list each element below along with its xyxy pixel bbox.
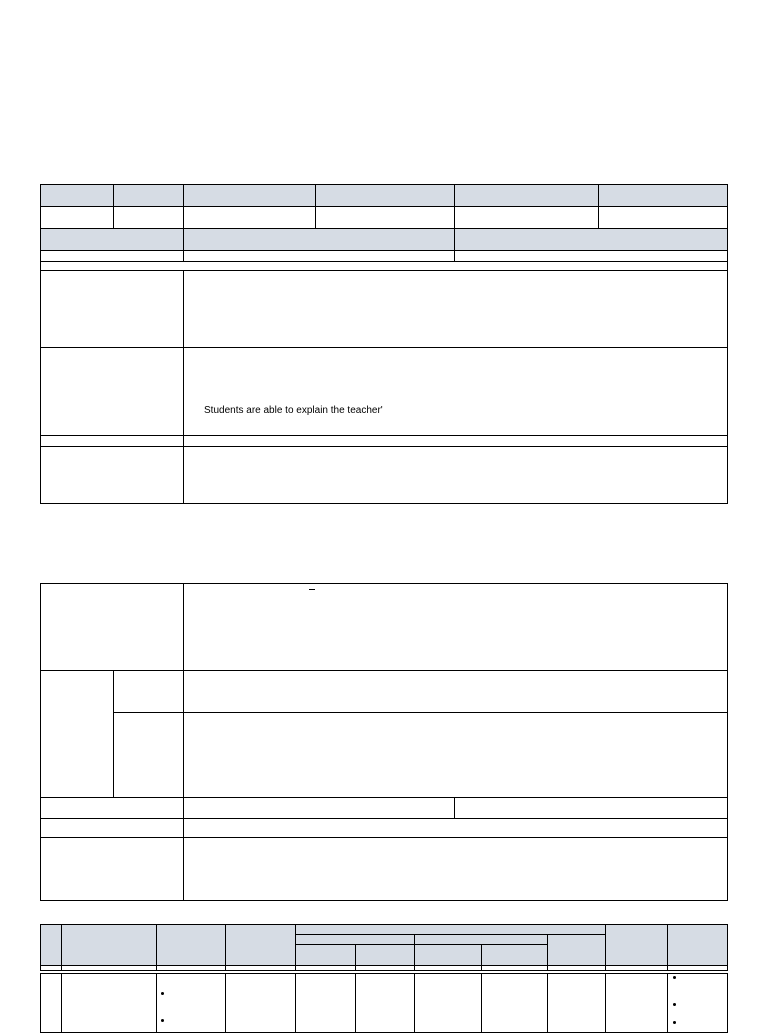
body-cell	[225, 973, 296, 1033]
bullet-dot-icon	[673, 976, 676, 979]
row-content-cell	[183, 670, 728, 713]
header-cell	[315, 184, 455, 207]
header-cell	[605, 924, 668, 966]
body-cell	[355, 973, 415, 1033]
thin-cell	[355, 965, 415, 971]
header-cell	[225, 924, 296, 966]
header-cell	[454, 184, 599, 207]
header-cell	[113, 184, 184, 207]
body-cell	[61, 973, 157, 1033]
header-cell	[598, 184, 728, 207]
row-label-cell	[40, 347, 184, 436]
row-label-cell	[40, 270, 184, 348]
row-label-cell	[40, 583, 184, 671]
value-cell	[454, 206, 599, 229]
header-cell	[355, 944, 415, 966]
thin-cell	[40, 965, 62, 971]
row-content-cell	[183, 583, 728, 671]
dash-mark	[309, 589, 315, 590]
row-content-cell	[183, 818, 728, 838]
header-cell	[183, 184, 316, 207]
body-cell	[156, 973, 226, 1033]
header-cell	[454, 228, 728, 251]
bullet-dot-icon	[161, 992, 164, 995]
header-cell	[414, 944, 482, 966]
header-cell	[40, 228, 184, 251]
header-cell	[481, 944, 548, 966]
thin-cell	[295, 965, 356, 971]
body-cell	[295, 973, 356, 1033]
header-cell	[40, 184, 114, 207]
value-cell	[40, 206, 114, 229]
body-cell	[605, 973, 668, 1033]
header-cell	[156, 924, 226, 966]
row-content-cell	[454, 797, 728, 819]
row-content-cell	[183, 837, 728, 901]
header-cell	[183, 228, 455, 251]
objective-cell	[183, 347, 728, 436]
row-content-cell	[183, 446, 728, 504]
header-cell	[40, 924, 62, 966]
thin-cell	[547, 965, 606, 971]
row-content-cell	[183, 270, 728, 348]
thin-cell	[225, 965, 296, 971]
thin-cell	[667, 965, 728, 971]
body-cell	[40, 973, 62, 1033]
sub-label-cell	[113, 712, 184, 798]
row-content-cell	[183, 712, 728, 798]
row-label-cell	[40, 797, 184, 819]
row-label-cell	[40, 837, 184, 901]
header-cell	[295, 944, 356, 966]
thin-cell	[481, 965, 548, 971]
thin-cell	[605, 965, 668, 971]
objective-text: Students are able to explain the teacher'	[204, 405, 383, 416]
body-cell	[547, 973, 606, 1033]
value-cell	[183, 206, 316, 229]
row-label-cell	[40, 446, 184, 504]
row-label-cell	[40, 818, 184, 838]
value-cell	[315, 206, 455, 229]
value-cell	[113, 206, 184, 229]
body-cell	[414, 973, 482, 1033]
row-content-cell	[183, 797, 455, 819]
value-cell	[598, 206, 728, 229]
thin-cell	[156, 965, 226, 971]
body-cell	[481, 973, 548, 1033]
bullet-dot-icon	[161, 1019, 164, 1022]
thin-cell	[61, 965, 157, 971]
sub-label-cell	[113, 670, 184, 713]
body-cell	[667, 973, 728, 1033]
merged-label-cell	[40, 670, 114, 798]
thin-cell	[414, 965, 482, 971]
header-cell	[547, 934, 606, 966]
header-cell	[667, 924, 728, 966]
bullet-dot-icon	[673, 1003, 676, 1006]
header-cell	[61, 924, 157, 966]
